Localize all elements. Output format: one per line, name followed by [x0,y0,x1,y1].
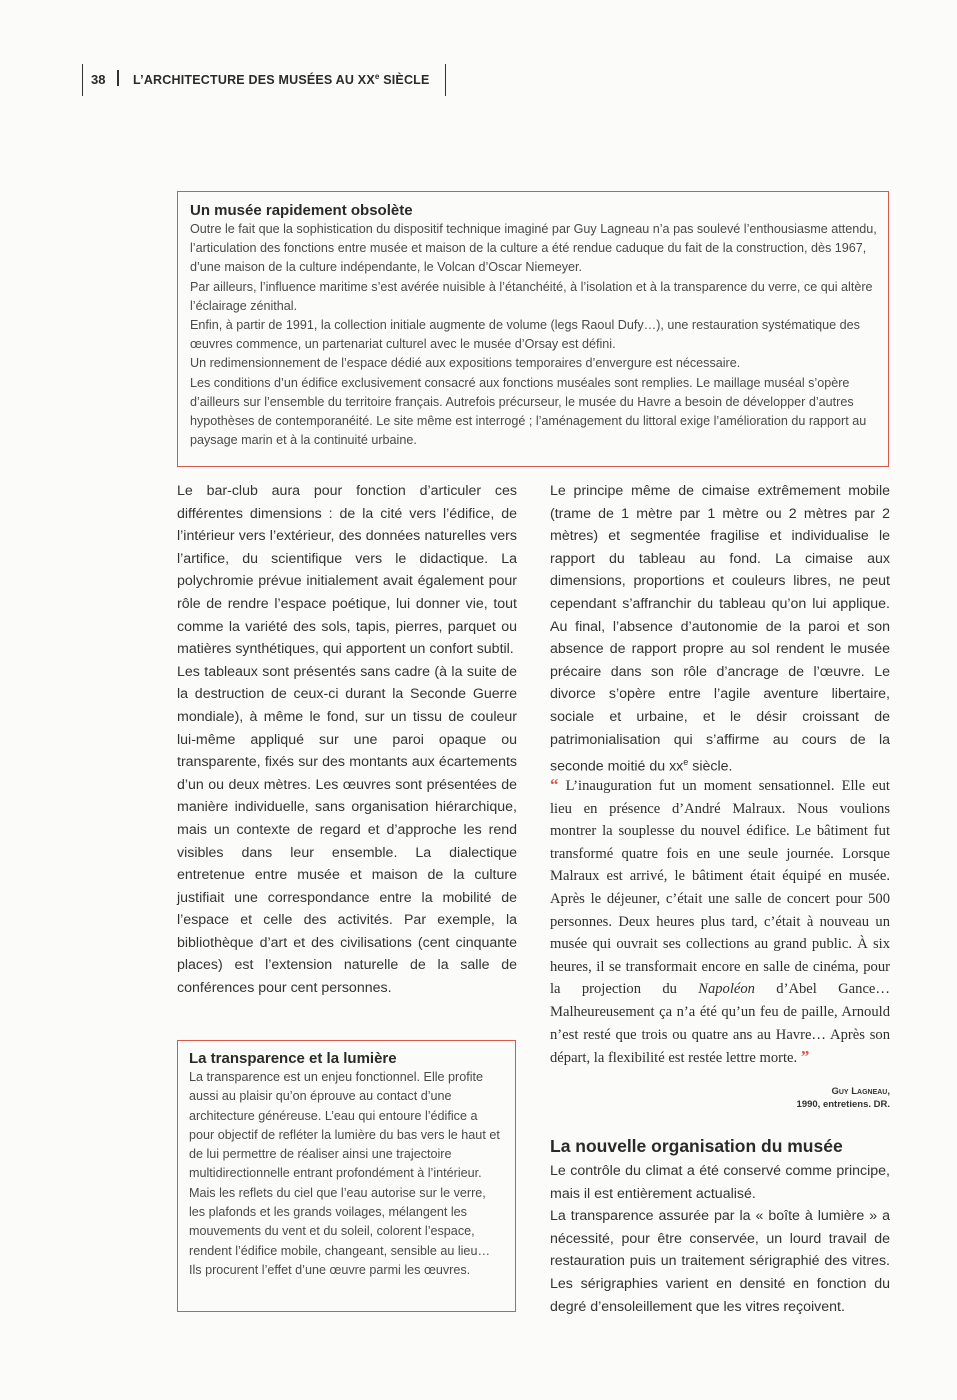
body-paragraph: Le bar-club aura pour fonction d’articuler ces différentes dimensions : de la cité vers l’édifice, de l’intérieur vers l’extérieur, des données naturelles vers l’artifice, du scientifique vers le didactique. La polychromie prévue initialement avait également pour rôle de rendre l’espace poétique, lui donner vie, tout comme la variété des sols, tapis, pierres, parquet ou matières synthétiques, qui apportent un confort subtil. [177,483,517,658]
close-quote-mark: ” [800,1047,810,1067]
box-paragraph: Par ailleurs, l’influence maritime s’est avérée nuisible à l’étanchéité, à l’isolation et à la transparence du verre, ce qui altère l’éclairage zénithal. [190,279,873,313]
quote-credit [700,1085,890,1111]
header-divider [117,70,119,86]
body-paragraph [550,480,890,778]
running-title-end: SIÈCLE [379,73,430,88]
running-title-sup: e [374,72,380,81]
sidebar-box-transparency [177,1040,516,1312]
quote-italic: Napoléon [698,981,755,998]
right-column-top [550,480,890,778]
section-heading: La nouvelle organisation du musée [550,1136,843,1156]
page-number: 38 [91,72,106,87]
body-paragraph: Les tableaux sont présentés sans cadre (à la suite de la destruction de ceux-ci durant la Seconde Guerre mondiale), à même le fond, sur un tissu de couleur lui-même appliqué sur une paroi opaque ou transparente, fixés sur des montants aux écartements d’un ou deux mètres. Les œuvres sont présentées de manière individuelle, sans organisation hiérarchique, mais un contexte de regard et d’approche les rend visibles dans leur ensemble. La dialectique entretenue entre musée et maison de la culture justifiait une correspondance entre la mobilité de l’espace et celle des activités. Par exemple, la bibliothèque d’art et des civilisations (cent cinquante places) est l’extension naturelle de la salle de conférences pour cent personnes. [177,663,517,997]
open-quote-mark: “ [550,775,559,794]
box-paragraph: Enfin, à partir de 1991, la collection initiale augmente de volume (legs Raoul Dufy…), une restauration systématique des œuvres commence, un partenariat culturel avec le musée d’Orsay est défini. [190,318,860,352]
quote-text-end: d’Abel Gance… Malheureusement ça n’a été qu’un feu de paille, Arnould n’est resté que trois ou quatre ans au Havre… Après son départ, la flexibilité est restée lettre morte. [550,981,890,1067]
century-sup: e [683,757,689,768]
body-text-end: siècle. [688,758,733,775]
box-paragraph: Un redimensionnement de l’espace dédié aux expositions temporaires d’envergure est nécessaire. [190,356,741,371]
running-title-text: L’ARCHITECTURE DES MUSÉES AU XX [133,73,375,88]
box-paragraph: La transparence est un enjeu fonctionnel. Elle profite aussi au plaisir qu’on éprouve au contact d’une architecture généreuse. L’eau qui entoure l’édifice a pour objectif de refléter la lumière du bas vers le haut et de lui permettre de réaliser ainsi une trajectoire multidirectionnelle entrant profondément à l’intérieur. Mais les reflets du ciel que l’eau autorise sur le verre, les plafonds et les grands voilages, mélangent les mouvements du vent et du soleil, colorent l’espace, rendent l’édifice mobile, changeant, sensible au lieu… Ils procurent l’effet d’une œuvre parmi les œuvres. [189,1070,500,1277]
running-header [82,64,446,96]
box-title: Un musée rapidement obsolète [190,202,413,219]
body-text: Le principe même de cimaise extrêmement mobile (trame de 1 mètre par 1 mètre ou 2 mètres par 2 mètres) et segmentée fragilise et individualise le rapport du tableau au fond. La cimaise aux dimensions, proportions et couleurs libres, ne peut cependant s’affranchir du tableau qu’on lui applique. Au final, l’absence d’autonomie de la paroi et son absence de rapport propre au sol rendent le musée précaire dans son rôle d’ancrage de l’œuvre. Le divorce s’opère entre l’agile aventure libertaire, sociale et urbaine, et le désir croissant de patrimonialisation qui s’affirme au cours de la seconde moitié du xx [550,483,890,775]
running-title [133,72,430,87]
right-column-bottom [550,1160,890,1318]
pull-quote [550,774,890,1070]
body-paragraph: Le contrôle du climat a été conservé comme principe, mais il est entièrement actualisé. [550,1163,890,1202]
body-paragraph: La transparence assurée par la « boîte à lumière » a nécessité, pour être conservée, un lourd travail de restauration puis un traitement sérigraphié des vitres. Les sérigraphies varient en densité en fonction du degré d’ensoleillement que les vitres reçoivent. [550,1208,890,1315]
box-paragraph: Les conditions d’un édifice exclusivement consacré aux fonctions muséales sont remplies. Le maillage muséal s’opère d’ailleurs sur l’ensemble du territoire français. Autrefois précurseur, le musée du Havre a besoin de développer d’autres hypothèses de contemporanéité. Le site même est interrogé ; l’aménagement du littoral exige l’amélioration du rapport au paysage marin et à la continuité urbaine. [190,375,867,448]
credit-author: Guy Lagneau, [831,1086,890,1097]
box-paragraph: Outre le fait que la sophistication du dispositif technique imaginé par Guy Lagneau n’a pas soulevé l’enthousiasme attendu, l’articulation des fonctions entre musée et maison de la culture a été rendue caduque du fait de la construction, dès 1967, d’une maison de la culture indépendante, le Volcan d’Oscar Niemeyer. [190,222,877,275]
credit-source: 1990, entretiens. DR. [796,1099,890,1110]
left-column [177,480,517,1000]
sidebar-box-obsolete [177,191,889,467]
box-title: La transparence et la lumière [189,1050,397,1067]
quote-text: L’inauguration fut un moment sensationnel. Elle eut lieu en présence d’André Malraux. Nous voulions montrer la souplesse du nouvel édifice. Le bâtiment fut transformé quatre fois en une seule journée. Lorsque Malraux est arrivé, le bâtiment était équipé en musée. Après le déjeuner, c’était une salle de concert pour 500 personnes. Deux heures plus tard, c’était à nouveau un musée qui ouvrait ses collections au grand public. À six heures, il se transformait encore en salle de cinéma, pour la projection du [550,778,890,998]
